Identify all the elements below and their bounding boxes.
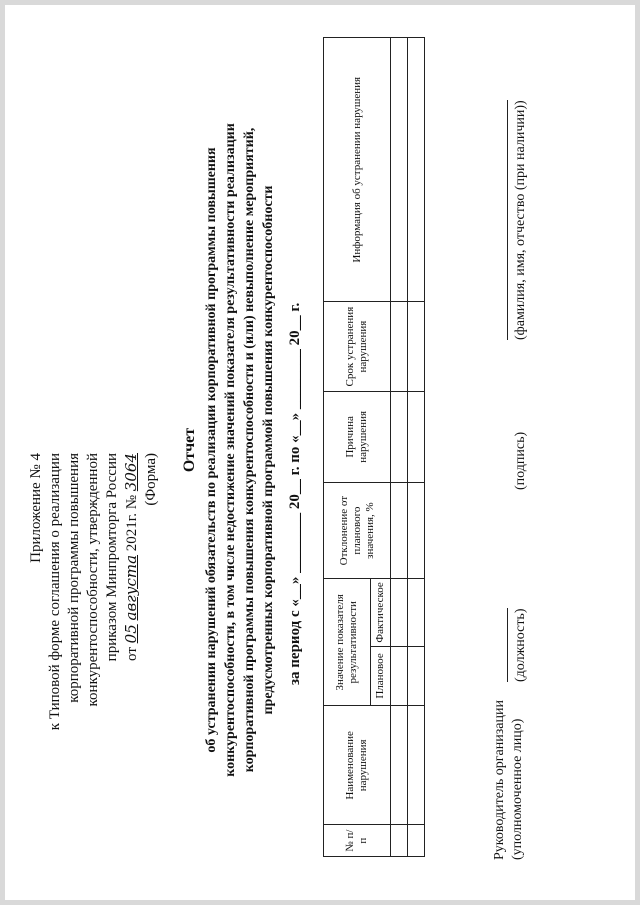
appendix-header — [5, 453, 161, 873]
col-header-planned: Плановое — [371, 646, 391, 706]
report-period: за период с «__» ________ 20__ г. по «__» ________ 20__ г. — [287, 302, 303, 685]
table-row — [391, 38, 408, 857]
report-subtitle-line: об устранении нарушений обязательств по реализации корпоративной программы повышения — [204, 147, 219, 753]
appendix-line: конкурентоспособности, утвержденной — [85, 453, 101, 707]
col-header-info: Информация об устранении нарушения — [324, 38, 391, 302]
date-year: 2021 — [124, 521, 140, 552]
form-label: (Форма) — [143, 453, 159, 506]
signature-head — [491, 700, 527, 860]
col-header-indicator-value: Значение показателя результативности — [324, 579, 371, 706]
appendix-line: корпоративной программы повышения — [66, 453, 82, 703]
report-title — [180, 40, 278, 860]
table-cell — [391, 646, 408, 706]
name-caption: (фамилия, имя, отчество (при наличии)) — [513, 100, 528, 340]
handwritten-day: 05 — [122, 624, 140, 644]
table-cell — [391, 391, 408, 482]
handwritten-month: августа — [122, 554, 140, 621]
appendix-number: Приложение № 4 — [28, 453, 44, 563]
date-year-suffix: г. № — [124, 494, 140, 522]
head-title: Руководитель организации — [492, 700, 507, 860]
order-date-line — [122, 453, 142, 873]
table-cell — [408, 302, 425, 391]
table-cell — [391, 825, 408, 857]
col-header-reason: Причина нарушения — [324, 391, 391, 482]
table-cell — [408, 391, 425, 482]
table-cell — [391, 579, 408, 646]
document-page — [5, 5, 635, 900]
date-prefix: от — [124, 647, 140, 661]
report-subtitle-line: конкурентоспособности, в том числе недостижение значений показателя результативности реализации — [223, 123, 238, 777]
position-caption: (должность) — [513, 608, 528, 682]
report-subtitle-line: корпоративной программы повышения конкурентоспособности и (или) невыполнение мероприятий, — [242, 127, 257, 773]
col-header-number: № п/п — [324, 825, 391, 857]
head-subtitle: (уполномоченное лицо) — [510, 718, 525, 860]
table-cell — [391, 706, 408, 825]
table-row — [408, 38, 425, 857]
report-subtitle-line: предусмотренных корпоративной программой повышения конкурентоспособности — [261, 185, 276, 715]
appendix-line: к Типовой форме соглашения о реализации — [47, 453, 63, 731]
table-cell — [391, 483, 408, 579]
table-cell — [408, 825, 425, 857]
name-line — [507, 100, 508, 340]
appendix-line: приказом Минпромторга России — [104, 453, 120, 662]
col-header-actual: Фактическое — [371, 579, 391, 646]
report-heading: Отчет — [181, 427, 198, 473]
signature-caption: (подпись) — [513, 431, 528, 490]
table-cell — [408, 38, 425, 302]
table-cell — [408, 706, 425, 825]
rotated-sheet — [5, 5, 635, 900]
table-cell — [408, 646, 425, 706]
table-cell — [391, 302, 408, 391]
table-cell — [391, 38, 408, 302]
table-cell — [408, 483, 425, 579]
handwritten-order-number: 3064 — [122, 453, 140, 492]
position-line — [507, 608, 508, 682]
col-header-violation-name: Наименование нарушения — [324, 706, 391, 825]
col-header-deviation: Отклонение от планового значения, % — [324, 483, 391, 579]
col-header-deadline: Срок устранения нарушения — [324, 302, 391, 391]
violations-table — [323, 37, 425, 857]
table-cell — [408, 579, 425, 646]
